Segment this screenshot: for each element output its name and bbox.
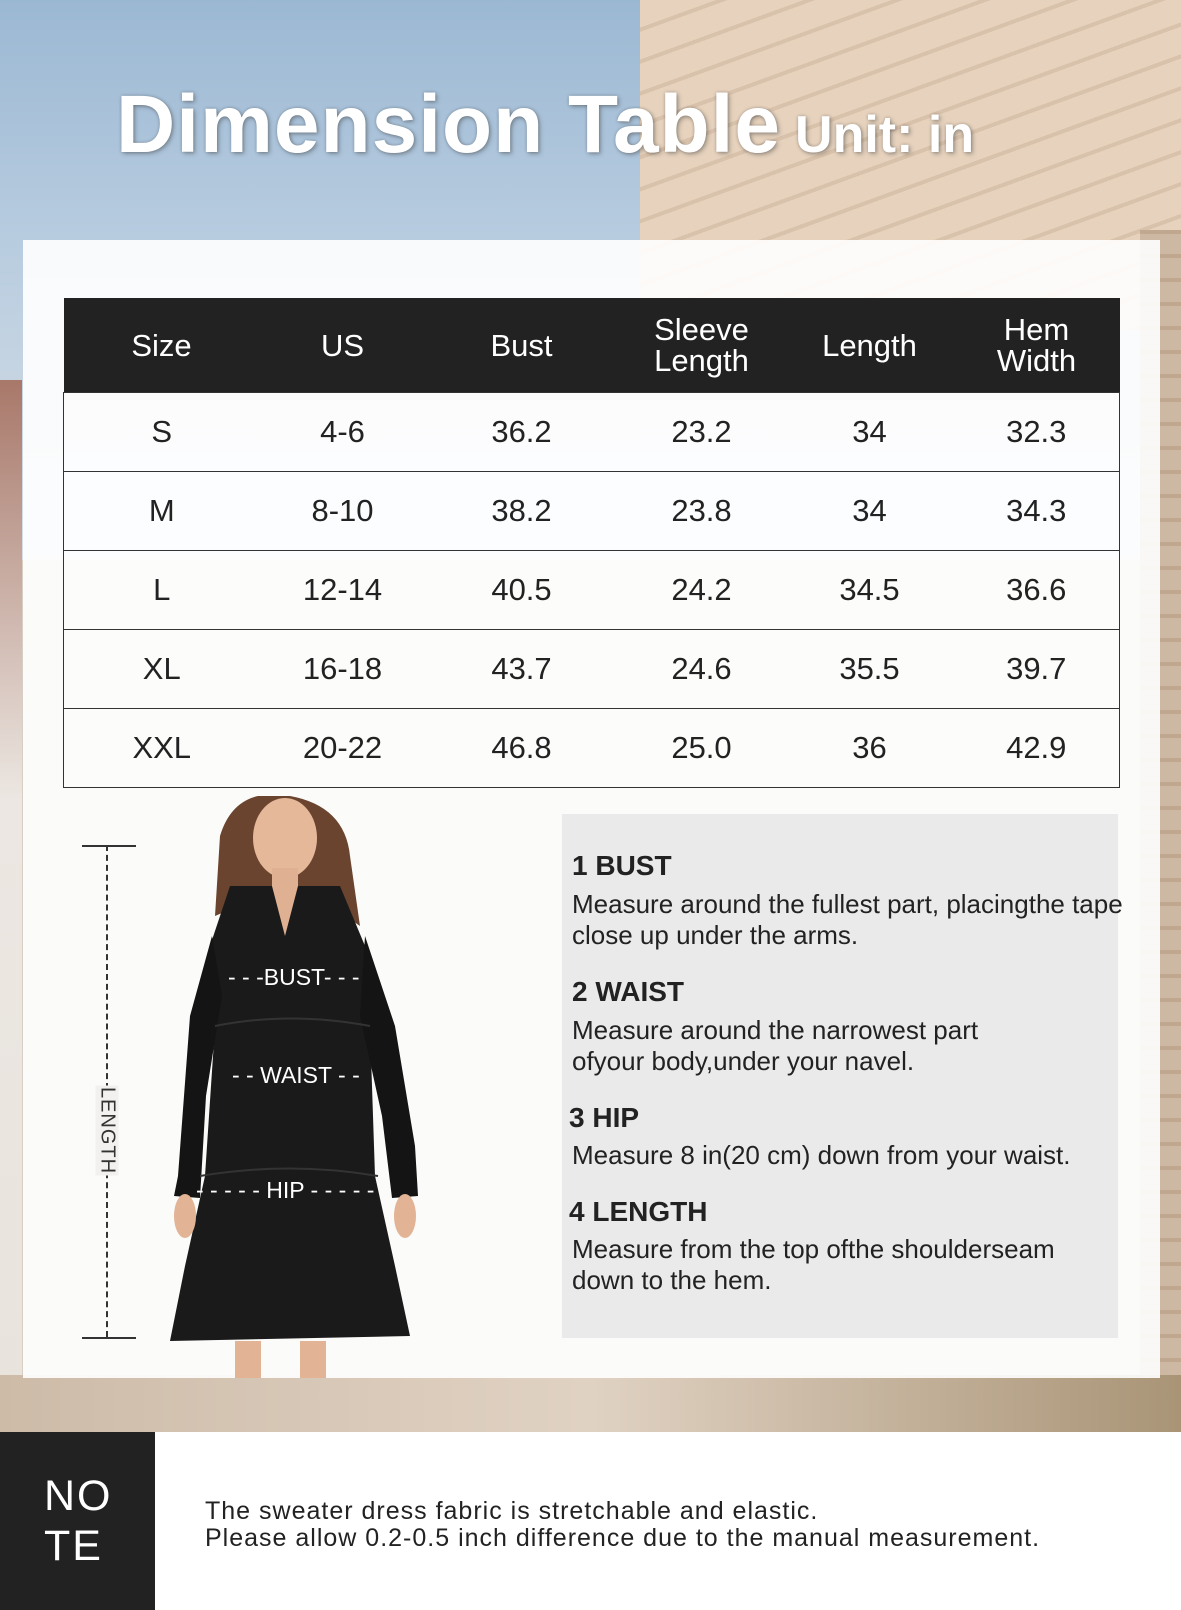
note-text-area [155,1432,1181,1610]
page-title [116,78,1116,178]
cell-size: L [64,551,260,630]
header-bust: Bust [426,298,618,393]
note-label-box [0,1432,155,1610]
cell-bust: 40.5 [426,551,618,630]
cell-us: 12-14 [260,551,426,630]
bust-text: Measure around the fullest part, placingthe tape close up under the arms. [572,889,1123,950]
cell-size: S [64,393,260,472]
cell-us: 16-18 [260,630,426,709]
cell-size: XL [64,630,260,709]
note-line-2: Please allow 0.2-0.5 inch difference due to the manual measurement. [205,1524,1041,1552]
cell-sleeve-length: 25.0 [618,709,786,788]
header-size: Size [64,298,260,393]
bust-heading: 1 BUST [572,850,672,881]
cell-bust: 46.8 [426,709,618,788]
note-label-line1: NO [44,1472,113,1520]
cell-sleeve-length: 24.6 [618,630,786,709]
cell-sleeve-length: 23.2 [618,393,786,472]
cell-size: XXL [64,709,260,788]
cell-bust: 38.2 [426,472,618,551]
length-cap-bottom [82,1337,136,1339]
left-wall [0,380,22,1430]
cell-length: 34.5 [786,551,954,630]
hip-text: Measure 8 in(20 cm) down from your waist. [572,1140,1071,1170]
cell-hem-width: 42.9 [954,709,1120,788]
length-label-text: LENGTH [96,1086,119,1175]
ground [0,1375,1181,1435]
hip-heading: 3 HIP [569,1102,640,1133]
cell-bust: 36.2 [426,393,618,472]
cell-hem-width: 32.3 [954,393,1120,472]
table-row [64,393,1120,472]
table-row [64,551,1120,630]
cell-hem-width: 36.6 [954,551,1120,630]
cell-sleeve-length: 23.8 [618,472,786,551]
cell-size: M [64,472,260,551]
header-us: US [260,298,426,393]
waist-heading: 2 WAIST [572,976,685,1007]
length-label [92,1085,122,1175]
cell-hem-width: 34.3 [954,472,1120,551]
header-length: Length [786,298,954,393]
bust-marker-label: - - -BUST- - - [228,964,360,990]
table-row [64,709,1120,788]
cell-sleeve-length: 24.2 [618,551,786,630]
note-line-1: The sweater dress fabric is stretchable and elastic. [205,1497,819,1525]
header-sleeve-length: Sleeve Length [618,298,786,393]
cell-bust: 43.7 [426,630,618,709]
cell-length: 36 [786,709,954,788]
length-text: Measure from the top ofthe shoulderseam down to the hem. [572,1234,1055,1295]
cell-us: 8-10 [260,472,426,551]
cell-hem-width: 39.7 [954,630,1120,709]
waist-marker-label: - - WAIST - - [232,1062,360,1088]
title-main: Dimension Table [116,79,782,170]
cell-length: 35.5 [786,630,954,709]
cell-us: 20-22 [260,709,426,788]
table-row [64,472,1120,551]
note-label-line2: TE [44,1522,103,1570]
table-header-row [64,298,1120,393]
length-heading: 4 LENGTH [569,1196,708,1227]
title-unit: Unit: in [795,106,975,164]
cell-us: 4-6 [260,393,426,472]
size-table [63,298,1120,788]
cell-length: 34 [786,472,954,551]
hip-marker-label: - - - - - HIP - - - - - [196,1177,375,1203]
cell-length: 34 [786,393,954,472]
header-hem-width: Hem Width [954,298,1120,393]
table-row [64,630,1120,709]
waist-text: Measure around the narrowest part ofyour body,under your navel. [572,1015,979,1076]
